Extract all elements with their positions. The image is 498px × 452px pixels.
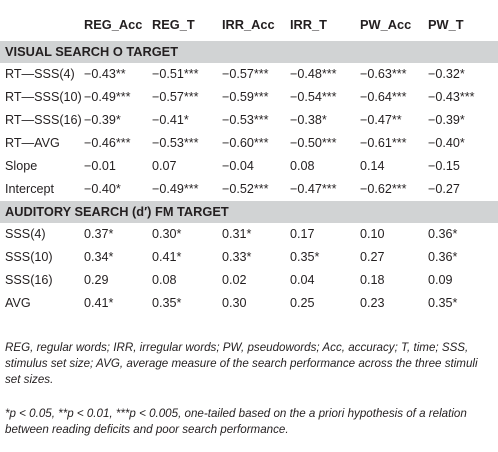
- table-cell: −0.60***: [222, 136, 269, 150]
- column-header: REG_T: [152, 17, 195, 32]
- table-cell: −0.61***: [360, 136, 407, 150]
- table-cell: −0.15: [428, 159, 460, 173]
- table-cell: −0.38*: [290, 113, 327, 127]
- column-header: IRR_T: [290, 17, 327, 32]
- table-cell: −0.50***: [290, 136, 337, 150]
- row-label: Slope: [5, 159, 38, 173]
- table-cell: −0.51***: [152, 67, 199, 81]
- table-row: [0, 292, 498, 315]
- table-cell: 0.36*: [428, 250, 458, 264]
- table-cell: 0.31*: [222, 227, 252, 241]
- table-cell: 0.07: [152, 159, 177, 173]
- column-header: PW_Acc: [360, 17, 412, 32]
- table-cell: 0.14: [360, 159, 385, 173]
- row-label: SSS(4): [5, 227, 46, 241]
- section-title: VISUAL SEARCH O TARGET: [0, 41, 498, 63]
- table-cell: 0.02: [222, 273, 247, 287]
- section-header-row: [0, 41, 498, 63]
- row-label: RT—AVG: [5, 136, 60, 150]
- table-cell: −0.62***: [360, 182, 407, 196]
- table-cell: 0.23: [360, 296, 385, 310]
- table-cell: 0.17: [290, 227, 315, 241]
- table-cell: 0.35*: [152, 296, 182, 310]
- table-cell: −0.53***: [152, 136, 199, 150]
- table-row: [0, 109, 498, 132]
- table-row: [0, 269, 498, 292]
- table-cell: −0.63***: [360, 67, 407, 81]
- section-title: AUDITORY SEARCH (d′) FM TARGET: [0, 201, 498, 223]
- table-cell: −0.52***: [222, 182, 269, 196]
- table-row: [0, 178, 498, 201]
- table-cell: 0.41*: [152, 250, 182, 264]
- table-cell: −0.47**: [360, 113, 402, 127]
- column-header: REG_Acc: [84, 17, 143, 32]
- column-header: [0, 8, 84, 41]
- table-cell: 0.08: [152, 273, 177, 287]
- table-cell: −0.64***: [360, 90, 407, 104]
- table-cell: 0.27: [360, 250, 385, 264]
- table-cell: −0.54***: [290, 90, 337, 104]
- table-cell: 0.33*: [222, 250, 252, 264]
- table-row: [0, 86, 498, 109]
- table-cell: −0.43***: [428, 90, 475, 104]
- table-cell: 0.18: [360, 273, 385, 287]
- significance-note: *p < 0.05, **p < 0.01, ***p < 0.005, one-tailed based on the a priori hypothesis of a relation between reading deficits and poor search performance.: [5, 407, 467, 436]
- table-cell: −0.39*: [428, 113, 465, 127]
- table-row: [0, 63, 498, 86]
- row-label: AVG: [5, 296, 31, 310]
- table-cell: 0.08: [290, 159, 315, 173]
- table-cell: −0.59***: [222, 90, 269, 104]
- row-label: SSS(10): [5, 250, 53, 264]
- table-cell: −0.48***: [290, 67, 337, 81]
- table-cell: −0.53***: [222, 113, 269, 127]
- table-cell: −0.46***: [84, 136, 131, 150]
- table-body: [0, 41, 498, 315]
- table-cell: −0.47***: [290, 182, 337, 196]
- section-header-row: [0, 201, 498, 223]
- abbreviation-note: REG, regular words; IRR, irregular words; PW, pseudowords; Acc, accuracy; T, time; SSS, stimulus set size; AVG, average measure of the search performance across the three stimuli set sizes.: [5, 341, 478, 386]
- table-cell: 0.09: [428, 273, 453, 287]
- table-cell: 0.30: [222, 296, 247, 310]
- row-label: RT—SSS(10): [5, 90, 82, 104]
- row-label: RT—SSS(4): [5, 67, 75, 81]
- row-label: Intercept: [5, 182, 55, 196]
- table-cell: −0.43**: [84, 67, 126, 81]
- table-cell: 0.10: [360, 227, 385, 241]
- table-cell: −0.39*: [84, 113, 121, 127]
- table-cell: −0.04: [222, 159, 254, 173]
- table-cell: 0.04: [290, 273, 315, 287]
- header-row: [0, 8, 498, 41]
- table-row: [0, 246, 498, 269]
- table-cell: −0.40*: [428, 136, 465, 150]
- table-cell: −0.57***: [152, 90, 199, 104]
- row-label: SSS(16): [5, 273, 53, 287]
- table-cell: 0.29: [84, 273, 109, 287]
- table-cell: 0.30*: [152, 227, 182, 241]
- column-header: IRR_Acc: [222, 17, 275, 32]
- table-cell: 0.35*: [428, 296, 458, 310]
- row-label: RT—SSS(16): [5, 113, 82, 127]
- table-cell: 0.36*: [428, 227, 458, 241]
- table-cell: −0.49***: [84, 90, 131, 104]
- table-cell: −0.57***: [222, 67, 269, 81]
- table-cell: −0.41*: [152, 113, 189, 127]
- table-cell: 0.25: [290, 296, 315, 310]
- correlation-table: [0, 8, 498, 315]
- table-cell: −0.32*: [428, 67, 465, 81]
- table-cell: 0.37*: [84, 227, 114, 241]
- table-cell: −0.01: [84, 159, 116, 173]
- table-cell: 0.35*: [290, 250, 320, 264]
- table-row: [0, 223, 498, 246]
- table-row: [0, 132, 498, 155]
- table-cell: −0.40*: [84, 182, 121, 196]
- table-cell: 0.41*: [84, 296, 114, 310]
- column-header: PW_T: [428, 17, 464, 32]
- table-cell: 0.34*: [84, 250, 114, 264]
- table-cell: −0.27: [428, 182, 460, 196]
- table-cell: −0.49***: [152, 182, 199, 196]
- table-row: [0, 155, 498, 178]
